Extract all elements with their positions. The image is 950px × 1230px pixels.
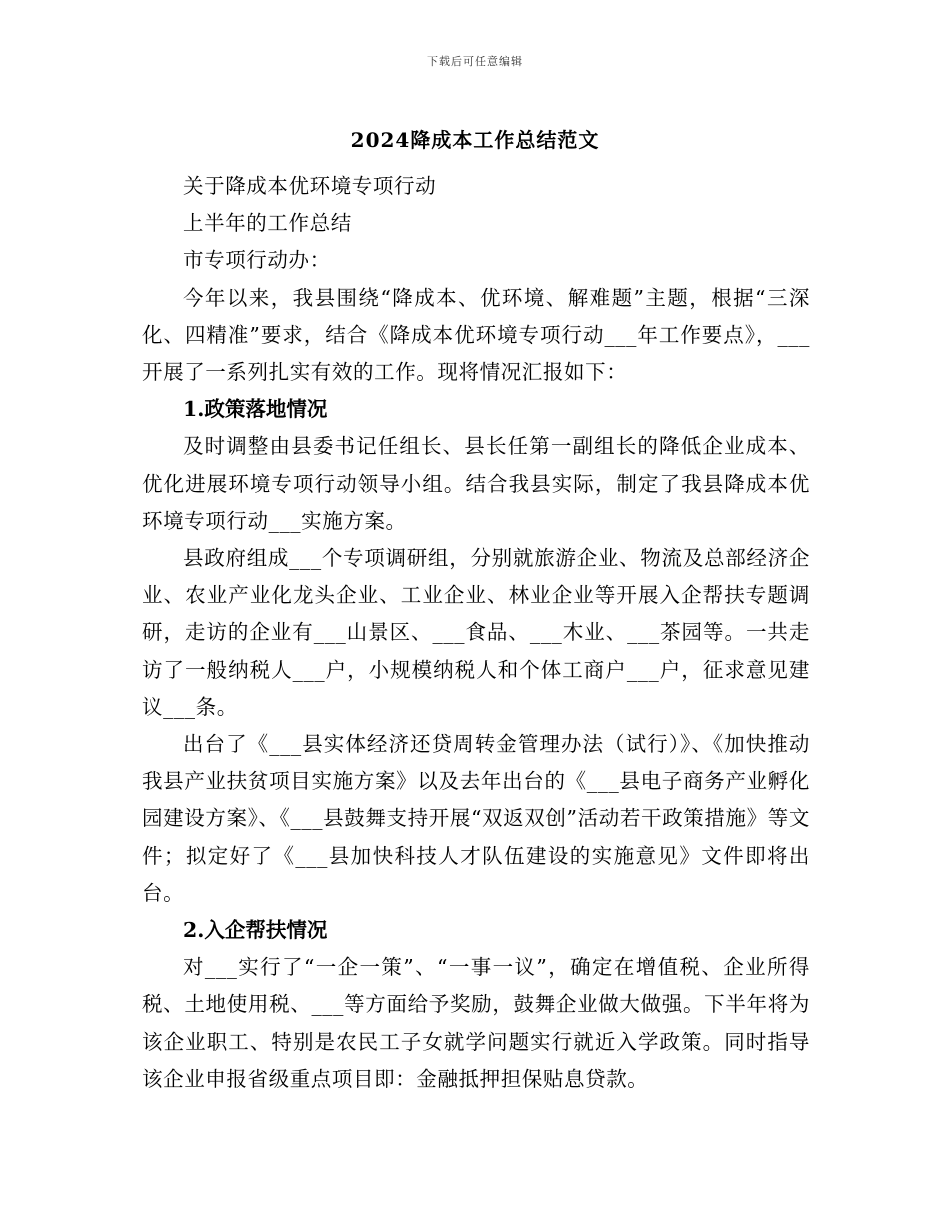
paragraph-policy-3: 出台了《___县实体经济还贷周转金管理办法（试行）》、《加快推动我县产业扶贫项目实施方案》以及去年出台的《___县电子商务产业孵化园建设方案》、《___县鼓舞支持开展“双返双创”活动若干政策措施》等文件；拟定好了《___县加快科技人才队伍建设的实施意见》文件即将出台。	[142, 732, 810, 905]
paragraph-assistance-1: 对___实行了“一企一策”、“一事一议”，确定在增值税、企业所得税、土地使用税、___等方面给予奖励，鼓舞企业做大做强。下半年将为该企业职工、特别是农民工子女就学问题实行就近入学政策。同时指导该企业申报省级重点项目即：金融抵押担保贴息贷款。	[142, 955, 810, 1091]
paragraph-intro: 今年以来，我县围绕“降成本、优环境、解难题”主题，根据“三深化、四精准”要求，结合《降成本优环境专项行动___年工作要点》，___开展了一系列扎实有效的工作。现将情况汇报如下：	[142, 285, 810, 385]
paragraph-subject: 关于降成本优环境专项行动	[183, 174, 437, 198]
paragraph-recipient: 市专项行动办：	[183, 248, 331, 273]
header-note: 下载后可任意编辑	[427, 55, 523, 68]
document-body	[142, 168, 810, 1098]
section-heading-policy: 1.政策落地情况	[183, 397, 328, 422]
paragraph-subtitle: 上半年的工作总结	[183, 211, 352, 236]
section-heading-assistance: 2.入企帮扶情况	[183, 918, 328, 943]
document-title: 2024降成本工作总结范文	[350, 128, 600, 152]
paragraph-policy-2: 县政府组成___个专项调研组，分别就旅游企业、物流及总部经济企业、农业产业化龙头企业、工业企业、林业企业等开展入企帮扶专题调研，走访的企业有___山景区、___食品、___木业、___茶园等。一共走访了一般纳税人___户，小规模纳税人和个体工商户___户，征求意见建议___条。	[142, 546, 810, 719]
paragraph-policy-1: 及时调整由县委书记任组长、县长任第一副组长的降低企业成本、优化进展环境专项行动领导小组。结合我县实际，制定了我县降成本优环境专项行动___实施方案。	[142, 434, 810, 533]
